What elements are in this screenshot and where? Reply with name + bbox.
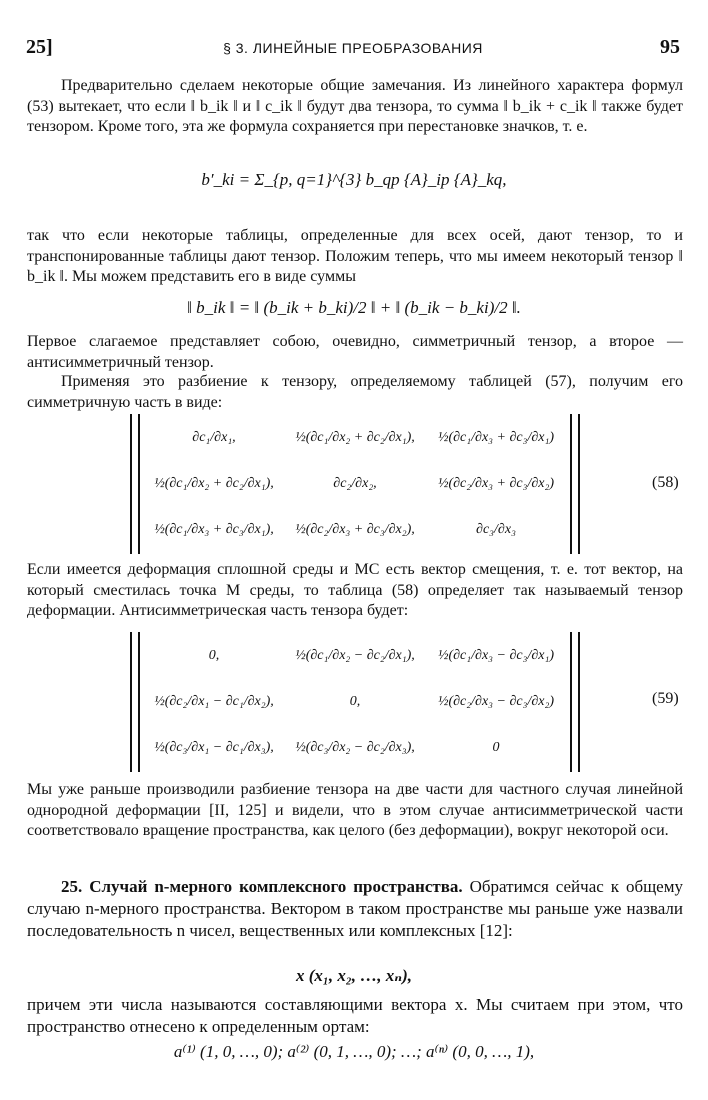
matrix-cell: ∂c₁/∂x₁, bbox=[192, 430, 236, 445]
matrix-cell: ½(∂c₁/∂x₂ + ∂c₂/∂x₁), bbox=[295, 430, 415, 445]
paragraph-symmetric: Первое слагаемое представляет собою, очевидно, симметричный тензор, а второе — антисимметричный тензор. bbox=[27, 333, 683, 371]
paragraph-transpose: так что если некоторые таблицы, определенные для всех осей, дают тензор, то и транспонированные таблицы дают тензор. Положим теперь, что мы имеем некоторый тензор ‖ b_ik ‖. Мы можем представить его в виде суммы bbox=[27, 227, 683, 285]
equation-symmetric-split: ‖ b_ik ‖ = ‖ (b_ik + b_ki)/2 ‖ + ‖ (b_ik − b_ki)/2 ‖. bbox=[187, 298, 521, 317]
page-number: 95 bbox=[660, 36, 680, 58]
matrix-cell: ½(∂c₂/∂x₃ + ∂c₃/∂x₂), bbox=[295, 522, 415, 537]
matrix-cell: ½(∂c₂/∂x₃ + ∂c₃/∂x₂) bbox=[437, 476, 555, 491]
paragraph-components: причем эти числа называются составляющими вектора x. Мы считаем при этом, что пространство отнесено к определенным ортам: bbox=[27, 995, 683, 1036]
matrix-row bbox=[144, 416, 566, 460]
matrix-left-bracket bbox=[130, 632, 140, 772]
matrix-cell: ½(∂c₁/∂x₃ − ∂c₃/∂x₁) bbox=[437, 648, 555, 663]
chapter-title: § 3. ЛИНЕЙНЫЕ ПРЕОБРАЗОВАНИЯ bbox=[223, 40, 483, 56]
matrix-cell: ½(∂c₂/∂x₃ − ∂c₃/∂x₂) bbox=[437, 694, 555, 709]
matrix-row bbox=[144, 508, 566, 552]
running-header bbox=[26, 36, 680, 60]
paragraph-earlier: Мы уже раньше производили разбиение тензора на две части для частного случая линейной однородной деформации [II, 125] и видели, что в этом случае антисимметрической части соответствовало вращение пространства, как целого (без деформации), вокруг некоторой оси. bbox=[27, 781, 683, 839]
matrix-cell: ½(∂c₂/∂x₁ − ∂c₁/∂x₂), bbox=[154, 694, 274, 709]
paragraph-apply: Применяя это разбиение к тензору, определяемому таблицей (57), получим его симметричную часть в виде: bbox=[27, 373, 683, 411]
matrix-cell: ½(∂c₁/∂x₃ + ∂c₃/∂x₁) bbox=[437, 430, 555, 445]
equation-number-59: (59) bbox=[652, 690, 679, 707]
matrix-right-bracket bbox=[570, 632, 580, 772]
matrix-cell: ½(∂c₁/∂x₂ + ∂c₂/∂x₁), bbox=[154, 476, 274, 491]
equation-number-58: (58) bbox=[652, 474, 679, 491]
paragraph-deformation: Если имеется деформация сплошной среды и MC есть вектор смещения, т. е. тот вектор, на который сместилась точка M среды, то таблица (58) определяет так называемый тензор деформации. Антисимметрическая часть тензора будет: bbox=[27, 561, 683, 619]
equation-vector: x (x₁, x₂, …, xₙ), bbox=[296, 966, 412, 985]
equation-orts: a⁽¹⁾ (1, 0, …, 0); a⁽²⁾ (0, 1, …, 0); …; a⁽ⁿ⁾ (0, 0, …, 1), bbox=[173, 1042, 535, 1061]
matrix-right-bracket bbox=[570, 414, 580, 554]
matrix-58 bbox=[130, 414, 580, 554]
matrix-row bbox=[144, 726, 566, 770]
matrix-cell: ∂c₂/∂x₂, bbox=[333, 476, 377, 491]
matrix-59 bbox=[130, 632, 580, 772]
section-25 bbox=[27, 876, 683, 942]
matrix-row bbox=[144, 462, 566, 506]
matrix-cell: ½(∂c₃/∂x₂ − ∂c₂/∂x₃), bbox=[295, 740, 415, 755]
paragraph-intro: Предварительно сделаем некоторые общие замечания. Из линейного характера формул (53) вытекает, что если ‖ b_ik ‖ и ‖ c_ik ‖ будут два тензора, то сумма ‖ b_ik + c_ik ‖ также будет тензором. Кроме того, эта же формула сохраняется при перестановке значков, т. е. bbox=[27, 77, 683, 135]
matrix-cell: ½(∂c₁/∂x₃ + ∂c₃/∂x₁), bbox=[154, 522, 274, 537]
matrix-cell: ½(∂c₃/∂x₁ − ∂c₁/∂x₃), bbox=[154, 740, 274, 755]
section-text: Обратимся сейчас к общему случаю n-мерного пространства. Вектором в таком пространстве мы раньше уже назвали последовательность n чисел, вещественных или комплексных [12]: bbox=[27, 877, 683, 940]
matrix-row bbox=[144, 680, 566, 724]
matrix-cell: 0, bbox=[349, 694, 361, 709]
section-number: 25] bbox=[26, 36, 53, 58]
matrix-left-bracket bbox=[130, 414, 140, 554]
matrix-cell: 0, bbox=[208, 648, 220, 663]
matrix-cell: ½(∂c₁/∂x₂ − ∂c₂/∂x₁), bbox=[295, 648, 415, 663]
section-heading: 25. Случай n-мерного комплексного пространства. bbox=[61, 877, 463, 896]
matrix-row bbox=[144, 634, 566, 678]
matrix-cell: ∂c₃/∂x₃ bbox=[476, 522, 516, 537]
matrix-cell: 0 bbox=[492, 740, 500, 755]
equation-index-swap: b′_ki = Σ_{p, q=1}^{3} b_qp {A}_ip {A}_kq, bbox=[201, 170, 507, 189]
